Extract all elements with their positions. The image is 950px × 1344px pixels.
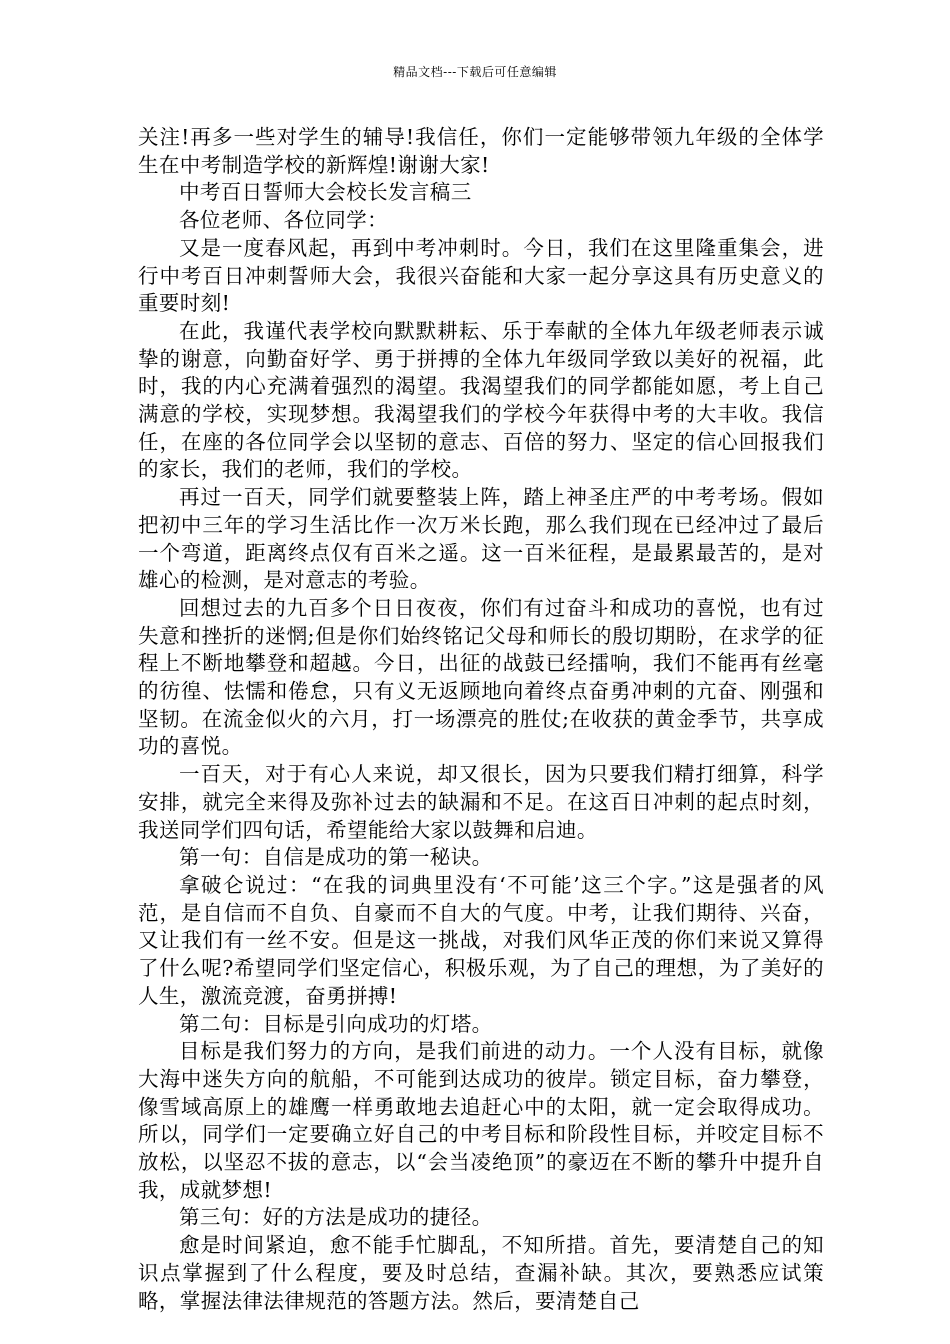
point-heading: 第一句：自信是成功的第一秘诀。 (179, 845, 493, 870)
paragraph: 回想过去的九百多个日日夜夜，你们有过奋斗和成功的喜悦，也有过失意和挫折的迷惘;但是你们始终铭记父母和师长的殷切期盼，在求学的征程上不断地攀登和超越。今日，出征的战鼓已经擂响，我们不能再有丝毫的彷徨、怯懦和倦怠，只有义无返顾地向着终点奋勇冲刺的亢奋、刚强和坚韧。在流金似火的六月，打一场漂亮的胜仗;在收获的黄金季节，共享成功的喜悦。 (138, 595, 824, 759)
paragraph: 目标是我们努力的方向，是我们前进的动力。一个人没有目标，就像大海中迷失方向的航船，不可能到达成功的彼岸。锁定目标，奋力攀登，像雪域高原上的雄鹰一样勇敢地去追赶心中的太阳，就一定会取得成功。所以，同学们一定要确立好自己的中考目标和阶段性目标，并咬定目标不放松，以坚忍不拔的意志，以“会当凌绝顶”的豪迈在不断的攀升中提升自我，成就梦想! (138, 1039, 824, 1202)
paragraph: 又是一度春风起，再到中考冲刺时。今日，我们在这里隆重集会，进行中考百日冲刺誓师大会，我很兴奋能和大家一起分享这具有历史意义的重要时刻! (138, 235, 824, 316)
paragraph: 在此，我谨代表学校向默默耕耘、乐于奉献的全体九年级老师表示诚挚的谢意，向勤奋好学、勇于拼搏的全体九年级同学致以美好的祝福，此时，我的内心充满着强烈的渴望。我渴望我们的同学都能如愿，考上自己满意的学校，实现梦想。我渴望我们的学校今年获得中考的大丰收。我信任，在座的各位同学会以坚韧的意志、百倍的努力、坚定的信心回报我们的家长，我们的老师，我们的学校。 (138, 318, 824, 482)
paragraph: 再过一百天，同学们就要整装上阵，踏上神圣庄严的中考考场。假如把初中三年的学习生活比作一次万米长跑，那么我们现在已经冲过了最后一个弯道，距离终点仅有百米之遥。这一百米征程，是最累最苦的，是对雄心的检测，是对意志的考验。 (138, 485, 824, 593)
point-heading: 第二句：目标是引向成功的灯塔。 (179, 1011, 493, 1036)
paragraph: 关注!再多一些对学生的辅导!我信任，你们一定能够带领九年级的全体学生在中考制造学校的新辉煌!谢谢大家! (138, 125, 824, 177)
point-heading: 第三句：好的方法是成功的捷径。 (179, 1205, 493, 1230)
salutation: 各位老师、各位同学： (179, 208, 388, 233)
paragraph: 拿破仑说过：“在我的词典里没有‘不可能’这三个字。”这是强者的风范，是自信而不自负、自豪而不自大的气度。中考，让我们期待、兴奋，又让我们有一丝不安。但是这一挑战，对我们风华正茂的你们来说又算得了什么呢?希望同学们坚定信心，积极乐观，为了自己的理想，为了美好的人生，激流竞渡，奋勇拼搏! (138, 872, 824, 1008)
page-header: 精品文档---下载后可任意编辑 (393, 65, 557, 79)
section-title: 中考百日誓师大会校长发言稿三 (179, 180, 472, 205)
document-body (138, 124, 824, 1315)
paragraph: 一百天，对于有心人来说，却又很长，因为只要我们精打细算，科学安排，就完全来得及弥补过去的缺漏和不足。在这百日冲刺的起点时刻，我送同学们四句话，希望能给大家以鼓舞和启迪。 (138, 762, 824, 842)
paragraph: 愈是时间紧迫，愈不能手忙脚乱，不知所措。首先，要清楚自己的知识点掌握到了什么程度，要及时总结，查漏补缺。其次，要熟悉应试策略，掌握法律法律规范的答题方法。然后，要清楚自己 (138, 1233, 824, 1313)
